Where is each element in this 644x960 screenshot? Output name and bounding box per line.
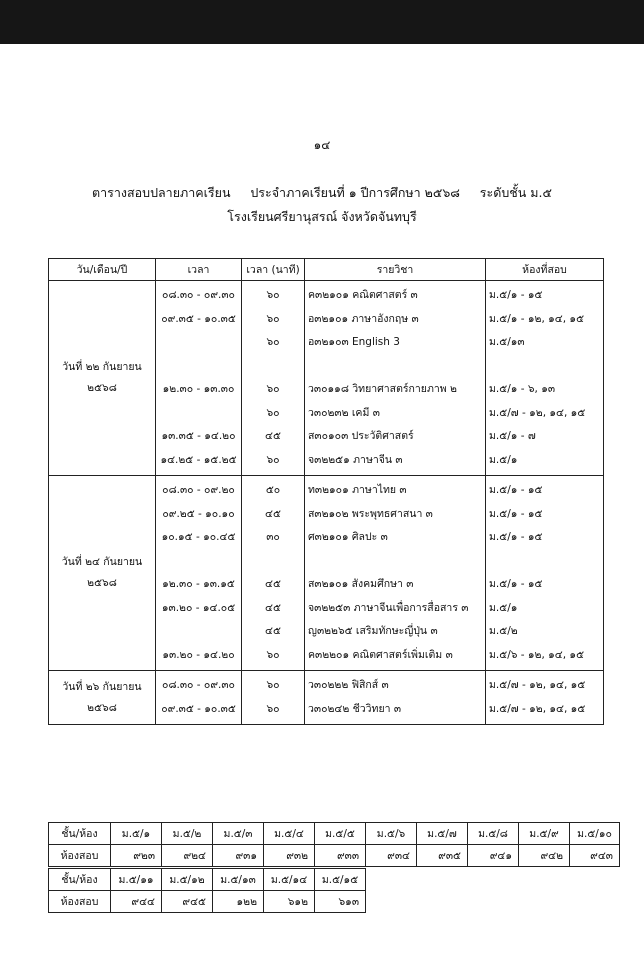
header-time: เวลา: [156, 259, 242, 281]
exam-room: ม.๕/๑ - ๑๒, ๑๔, ๑๕: [489, 312, 585, 325]
day-date-line1: วันที่ ๒๔ กันยายน: [61, 556, 143, 568]
exam-subject: ส๓๒๑๐๒ พระพุทธศาสนา ๓: [308, 507, 433, 520]
exam-minutes-cell: [242, 281, 305, 476]
exam-minutes: ๖๐: [266, 336, 280, 348]
room-row: [49, 891, 366, 913]
exam-room: ม.๕/๑ - ๑๕: [489, 531, 543, 543]
exam-room-number: ๙๓๒: [264, 845, 315, 867]
class-name: ม.๕/๖: [366, 823, 417, 845]
class-name: ม.๕/๔: [264, 823, 315, 845]
exam-subject: ญ๓๒๒๖๕ เสริมทักษะญี่ปุ่น ๓: [308, 625, 438, 637]
exam-time: ๐๙.๒๕ - ๑๐.๑๐: [162, 507, 235, 520]
room-assignment-table-2: [48, 868, 366, 913]
exam-time: [156, 550, 241, 574]
exam-room-number: ๙๔๕: [162, 891, 213, 913]
room-assignment-table-1: [48, 822, 620, 867]
exam-room-number: ๙๓๓: [315, 845, 366, 867]
exam-minutes: [242, 550, 304, 574]
exam-room-cell: [486, 671, 604, 725]
class-name: ม.๕/๙: [519, 823, 570, 845]
exam-subject: จ๓๒๒๕๑ ภาษาจีน ๓: [308, 453, 403, 466]
exam-room: ม.๕/๖ - ๑๒, ๑๔, ๑๕: [489, 648, 585, 661]
exam-subject: [305, 355, 485, 379]
class-name: ม.๕/๒: [162, 823, 213, 845]
class-row: [49, 823, 620, 845]
exam-subject: ว๓๐๒๓๒ เคมี ๓: [308, 406, 380, 419]
exam-minutes-cell: [242, 476, 305, 671]
exam-room: ม.๕/๑ - ๑๕: [489, 578, 543, 590]
exam-room-number: ๙๒๓: [111, 845, 162, 867]
exam-time: ๑๓.๓๕ - ๑๔.๒๐: [161, 430, 236, 442]
header-room: ห้องที่สอบ: [486, 259, 604, 281]
class-name: ม.๕/๑๓: [213, 869, 264, 891]
class-name: ม.๕/๑: [111, 823, 162, 845]
day-date-cell: [49, 671, 156, 725]
exam-room: ม.๕/๑ - ๑๕: [489, 484, 543, 496]
day-date-line2: ๒๕๖๘: [87, 382, 117, 394]
exam-minutes: ๖๐: [266, 312, 280, 325]
exam-room: ม.๕/๗ - ๑๒, ๑๔, ๑๕: [489, 679, 586, 691]
exam-time: ๐๙.๓๕ - ๑๐.๓๕: [161, 312, 236, 325]
day-date-cell: [49, 476, 156, 671]
room-row: [49, 845, 620, 867]
class-label: ชั้น/ห้อง: [49, 823, 111, 845]
exam-room-cell: [486, 281, 604, 476]
exam-minutes-cell: [242, 671, 305, 725]
exam-subject: [305, 550, 485, 574]
class-row: [49, 869, 366, 891]
exam-room: ม.๕/๑๓: [489, 336, 525, 348]
exam-time: ๐๙.๓๕ - ๑๐.๓๕: [161, 702, 236, 715]
exam-room: [486, 355, 603, 379]
exam-minutes: ๖๐: [266, 702, 280, 715]
exam-subject: ส๓๐๑๐๓ ประวัติศาสตร์: [308, 430, 414, 442]
exam-room: ม.๕/๗ - ๑๒, ๑๔, ๑๕: [489, 406, 586, 419]
exam-subject: ค๓๒๑๐๑ คณิตศาสตร์ ๓: [308, 289, 418, 301]
exam-room: ม.๕/๑ - ๗: [489, 430, 536, 442]
exam-time: [156, 331, 241, 355]
exam-time: ๑๒.๓๐ - ๑๓.๑๕: [162, 578, 235, 590]
exam-subject: ส๓๒๑๐๑ สังคมศึกษา ๓: [308, 578, 414, 590]
exam-time: ๑๐.๑๕ - ๑๐.๔๕: [161, 531, 236, 543]
exam-room-number: ๙๒๔: [162, 845, 213, 867]
exam-time: ๑๔.๒๕ - ๑๕.๒๕: [160, 453, 237, 466]
exam-room-number: ๑๒๒: [213, 891, 264, 913]
exam-subject-cell: [305, 671, 486, 725]
exam-room: ม.๕/๗ - ๑๒, ๑๔, ๑๕: [489, 702, 586, 715]
exam-room: ม.๕/๑: [489, 601, 518, 614]
exam-subject: ว๓๐๒๔๒ ชีววิทยา ๓: [308, 702, 402, 715]
exam-room: ม.๕/๑ - ๖, ๑๓: [489, 383, 556, 395]
exam-time: [156, 620, 241, 644]
room-label: ห้องสอบ: [49, 845, 111, 867]
exam-subject-cell: [305, 281, 486, 476]
exam-minutes: ๖๐: [266, 679, 280, 691]
exam-time: ๑๒.๓๐ - ๑๓.๓๐: [162, 383, 235, 395]
school-name: โรงเรียนศรียานุสรณ์ จังหวัดจันทบุรี: [227, 209, 417, 224]
class-name: ม.๕/๑๒: [162, 869, 213, 891]
day-block: [49, 281, 604, 476]
day-date-line1: วันที่ ๒๒ กันยายน: [62, 361, 142, 373]
exam-schedule-table: [48, 258, 604, 725]
exam-minutes: ๖๐: [266, 406, 280, 419]
exam-time: ๐๘.๓๐ - ๐๙.๒๐: [162, 484, 235, 496]
exam-room-number: ๙๓๑: [213, 845, 264, 867]
exam-minutes: ๕๐: [265, 484, 281, 496]
page-number: ๑๔: [313, 138, 331, 152]
exam-subject: อ๓๒๑๐๓ English 3: [308, 336, 400, 348]
exam-room-number: ๖๑๓: [315, 891, 366, 913]
class-label: ชั้น/ห้อง: [49, 869, 111, 891]
class-name: ม.๕/๓: [213, 823, 264, 845]
day-date-line1: วันที่ ๒๖ กันยายน: [62, 680, 142, 693]
exam-minutes: ๔๕: [265, 625, 281, 637]
class-name: ม.๕/๗: [417, 823, 468, 845]
exam-subject: ศ๓๒๑๐๑ ศิลปะ ๓: [308, 531, 388, 543]
exam-room-number: ๙๔๒: [519, 845, 570, 867]
exam-room-cell: [486, 476, 604, 671]
class-name: ม.๕/๑๕: [315, 869, 366, 891]
exam-subject: ท๓๒๑๐๑ ภาษาไทย ๓: [308, 484, 407, 496]
exam-room: ม.๕/๑: [489, 453, 518, 466]
exam-room-number: ๙๔๔: [111, 891, 162, 913]
exam-room-number: ๙๓๔: [366, 845, 417, 867]
day-block: [49, 671, 604, 725]
exam-minutes: ๓๐: [266, 531, 280, 543]
exam-time: [156, 355, 241, 379]
exam-subject-cell: [305, 476, 486, 671]
day-date-line2: ๒๕๖๘: [87, 701, 117, 714]
exam-minutes: ๔๕: [265, 507, 281, 520]
exam-room-number: ๖๑๒: [264, 891, 315, 913]
header-date: วัน/เดือน/ปี: [49, 259, 156, 281]
class-name: ม.๕/๘: [468, 823, 519, 845]
exam-room-number: ๙๔๓: [570, 845, 620, 867]
exam-subject: จ๓๒๒๕๓ ภาษาจีนเพื่อการสื่อสาร ๓: [308, 601, 469, 614]
exam-time-cell: [156, 476, 242, 671]
room-label: ห้องสอบ: [49, 891, 111, 913]
exam-minutes: ๖๐: [266, 648, 280, 661]
exam-time: ๐๘.๓๐ - ๐๙.๓๐: [162, 679, 235, 691]
day-date-line2: ๒๕๖๘: [87, 577, 117, 589]
class-name: ม.๕/๑๑: [111, 869, 162, 891]
header-row: [49, 259, 604, 281]
exam-minutes: [242, 355, 304, 379]
exam-subject: ค๓๒๒๐๑ คณิตศาสตร์เพิ่มเติม ๓: [308, 648, 453, 661]
exam-minutes: ๖๐: [266, 289, 280, 301]
exam-minutes: ๖๐: [266, 383, 280, 395]
header-subject: รายวิชา: [305, 259, 486, 281]
class-name: ม.๕/๑๐: [570, 823, 620, 845]
document-title: ตารางสอบปลายภาคเรียน ประจำภาคเรียนที่ ๑ ปีการศึกษา ๒๕๖๘ ระดับชั้น ม.๕: [92, 185, 552, 200]
exam-time-cell: [156, 671, 242, 725]
exam-subject: อ๓๒๑๐๑ ภาษาอังกฤษ ๓: [308, 312, 419, 325]
exam-time: ๑๓.๒๐ - ๑๔.๐๕: [161, 601, 236, 614]
exam-minutes: ๖๐: [266, 453, 280, 466]
day-date-cell: [49, 281, 156, 476]
top-dark-bar: [0, 0, 644, 44]
header-minutes: เวลา (นาที): [242, 259, 305, 281]
exam-minutes: ๔๕: [265, 578, 281, 590]
day-block: [49, 476, 604, 671]
class-name: ม.๕/๕: [315, 823, 366, 845]
exam-room: [486, 550, 603, 574]
exam-room: ม.๕/๑ - ๑๕: [489, 507, 543, 520]
exam-subject: ว๓๐๒๒๒ ฟิสิกส์ ๓: [308, 679, 389, 691]
exam-subject: ว๓๐๑๑๘ วิทยาศาสตร์กายภาพ ๒: [308, 383, 457, 395]
exam-time: ๑๓.๒๐ - ๑๔.๒๐: [162, 648, 235, 661]
exam-minutes: ๔๕: [265, 601, 281, 614]
exam-time: ๐๘.๓๐ - ๐๙.๓๐: [162, 289, 235, 301]
exam-minutes: ๔๕: [265, 430, 281, 442]
exam-room: ม.๕/๒: [489, 625, 518, 637]
exam-room-number: ๙๓๕: [417, 845, 468, 867]
exam-room: ม.๕/๑ - ๑๕: [489, 289, 543, 301]
exam-time: [156, 402, 241, 426]
class-name: ม.๕/๑๔: [264, 869, 315, 891]
exam-time-cell: [156, 281, 242, 476]
exam-room-number: ๙๔๑: [468, 845, 519, 867]
